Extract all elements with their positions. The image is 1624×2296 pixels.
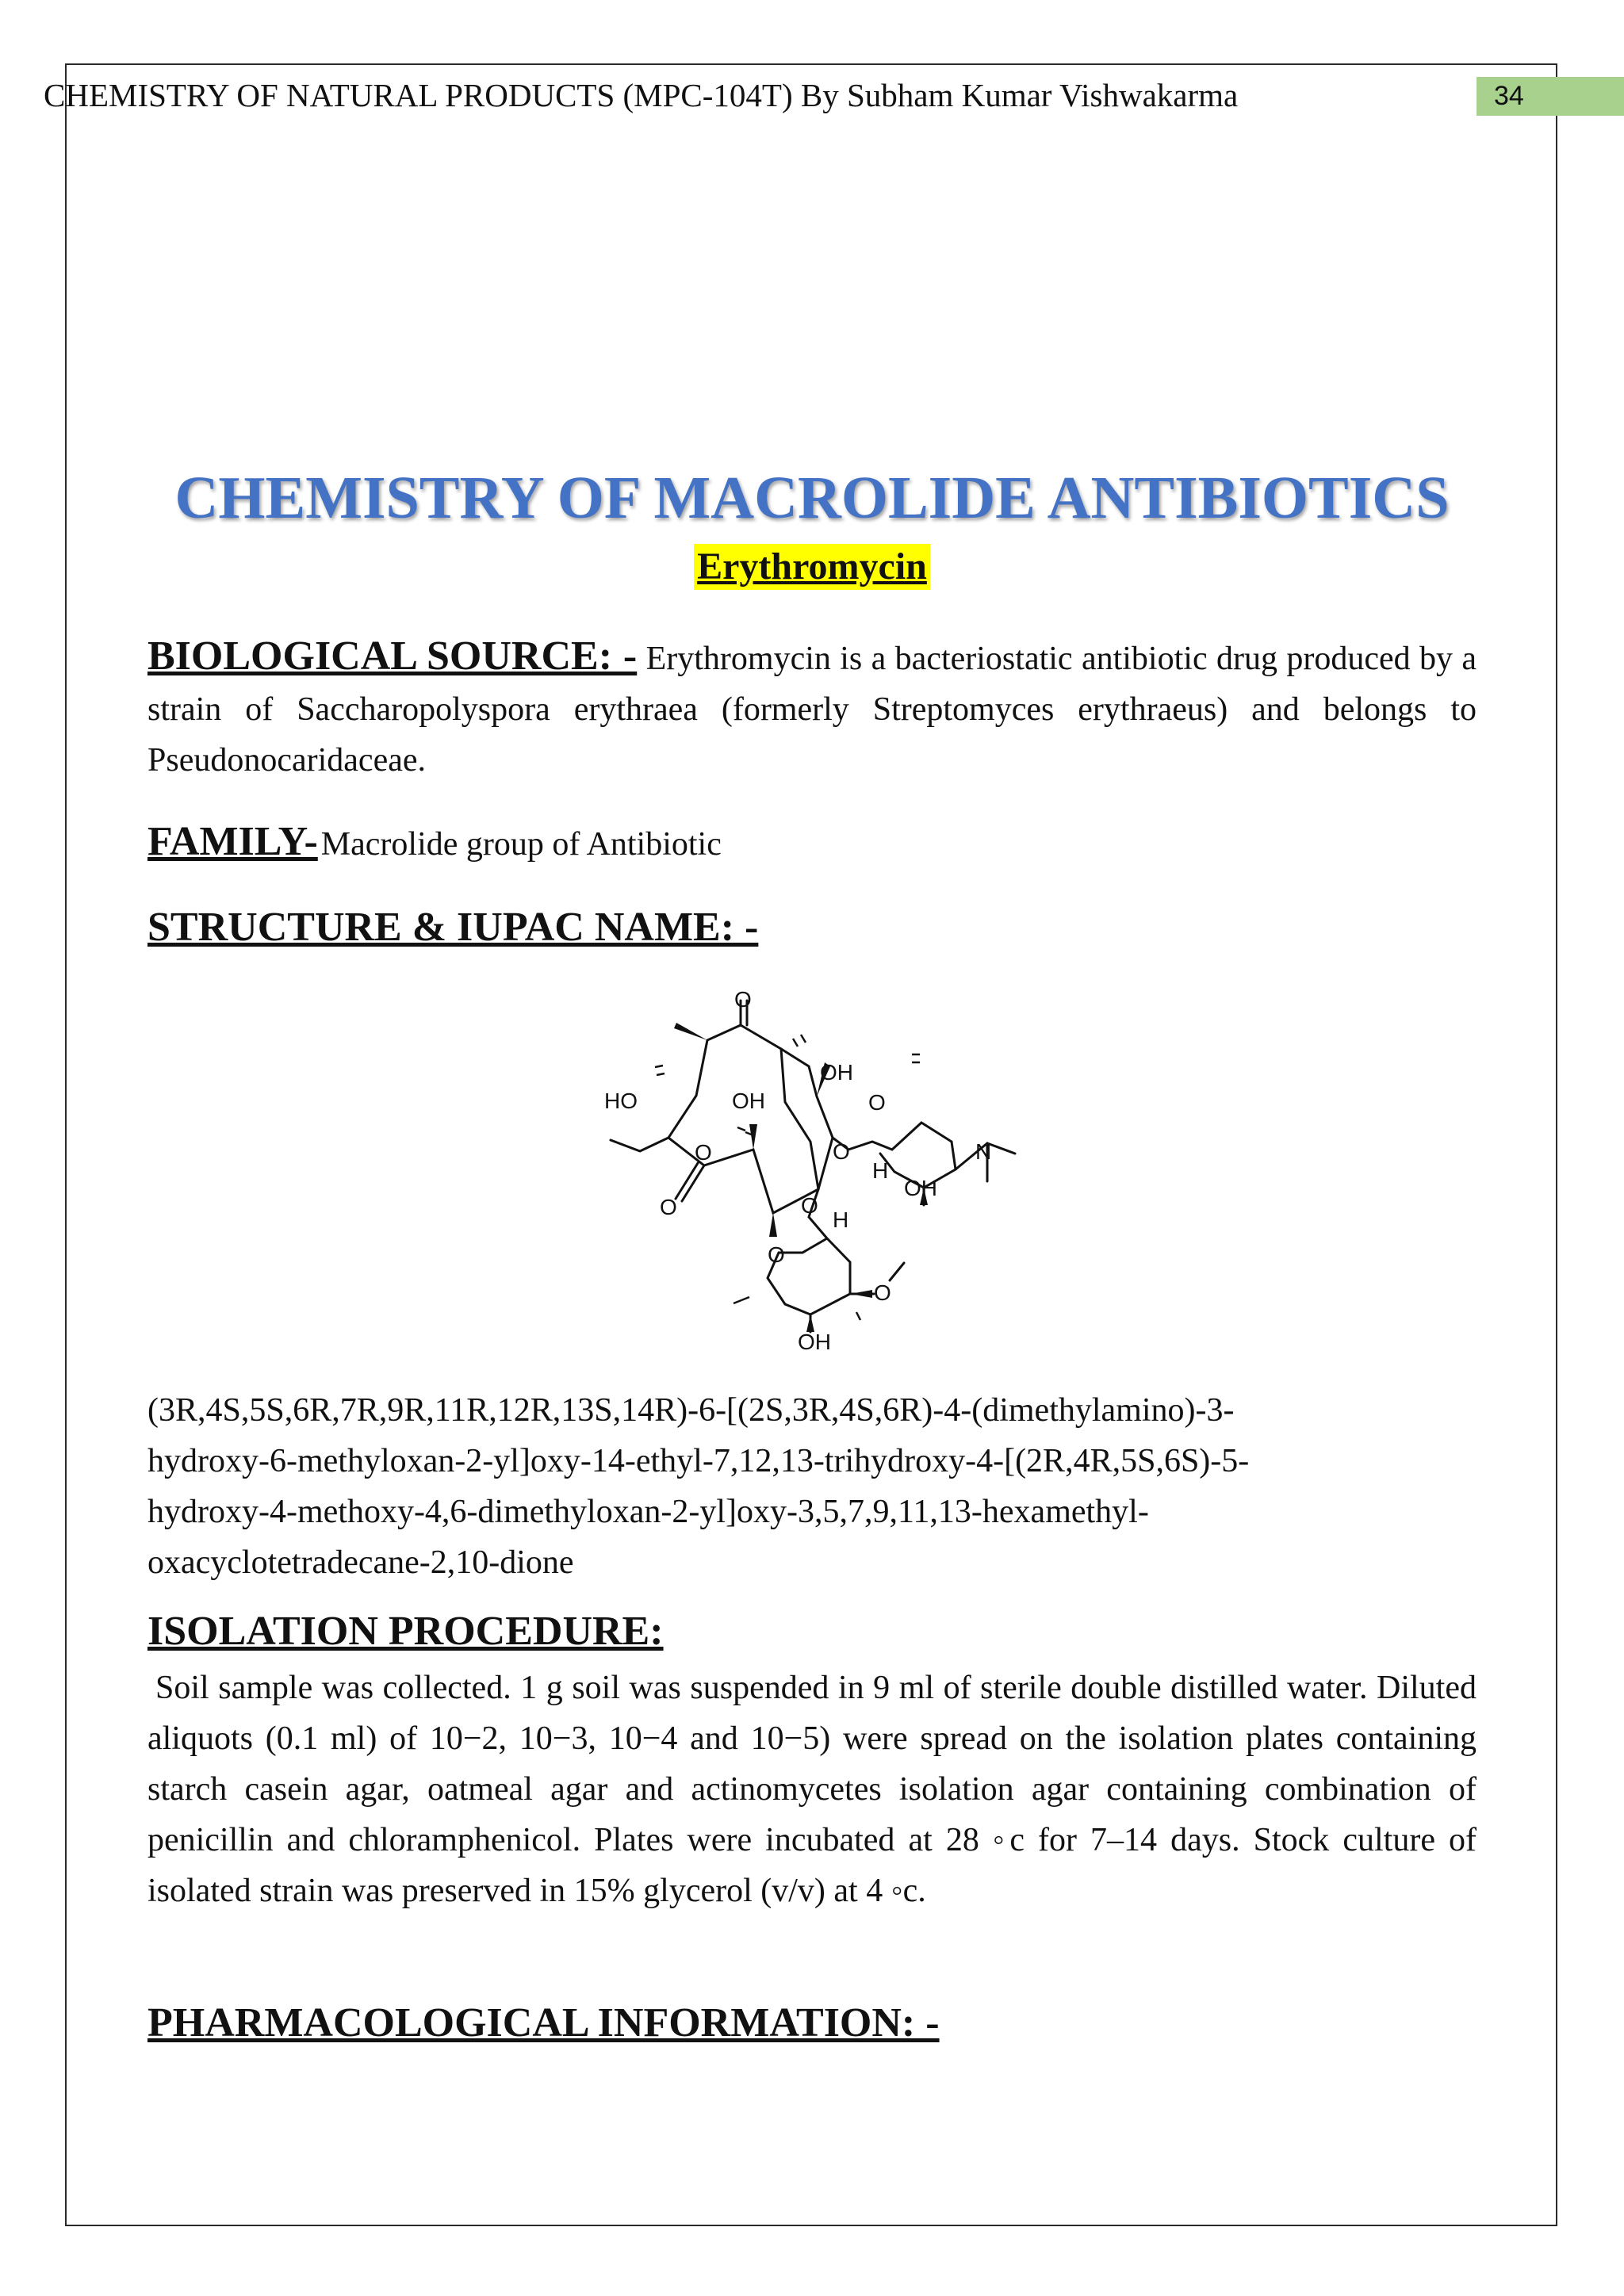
iupac-line: hydroxy-6-methyloxan-2-yl]oxy-14-ethyl-7,12,13-trihydroxy-4-[(2R,4R,5S,6S)-5- (147, 1443, 1250, 1479)
ring-o-cladinose-label: O (768, 1242, 785, 1267)
ring-o-desosamine-label: O (868, 1090, 886, 1115)
glycosidic-o2-label: O (801, 1193, 818, 1218)
oh-top-label: OH (820, 1060, 853, 1085)
family-section (147, 818, 1477, 865)
compound-name: Erythromycin (694, 544, 930, 590)
structure-heading: STRUCTURE & IUPAC NAME: - (147, 905, 759, 950)
isolation-heading: ISOLATION PROCEDURE: (147, 1609, 664, 1654)
running-header: CHEMISTRY OF NATURAL PRODUCTS (MPC-104T) By Subham Kumar Vishwakarma (44, 77, 1239, 113)
oh-mid-label: OH (732, 1089, 765, 1113)
glycosidic-o1-label: O (833, 1139, 850, 1164)
ketone-o-label: O (734, 987, 752, 1012)
structure-section (147, 904, 1477, 951)
biological-source-heading: BIOLOGICAL SOURCE: - (147, 633, 638, 679)
family-heading: FAMILY- (147, 819, 318, 864)
subtitle-wrapper (0, 544, 1624, 590)
family-text: Macrolide group of Antibiotic (320, 826, 722, 863)
erythromycin-structure (587, 975, 1047, 1356)
pharmacological-heading: PHARMACOLOGICAL INFORMATION: - (147, 2000, 940, 2045)
page-title: CHEMISTRY OF MACROLIDE ANTIBIOTICS (174, 465, 1450, 531)
iupac-name (147, 1385, 1477, 1588)
iupac-line: (3R,4S,5S,6R,7R,9R,11R,12R,13S,14R)-6-[(2S,3R,4S,6R)-4-(dimethylamino)-3- (147, 1392, 1235, 1429)
h2-label: H (833, 1207, 849, 1232)
ho-left-label: HO (604, 1089, 638, 1113)
biological-source-section (147, 631, 1477, 786)
iupac-line: hydroxy-4-methoxy-4,6-dimethyloxan-2-yl]oxy-3,5,7,9,11,13-hexamethyl- (147, 1494, 1149, 1530)
iupac-line: oxacyclotetradecane-2,10-dione (147, 1544, 574, 1581)
ring-o-lactone-label: O (695, 1140, 712, 1165)
oh-desosamine-label: OH (904, 1176, 937, 1200)
n-dimethyl-label: N (975, 1139, 992, 1164)
methoxy-o-label: O (874, 1280, 891, 1305)
isolation-text: Soil sample was collected. 1 g soil was suspended in 9 ml of sterile double distilled water. Diluted aliquots (0.1 ml) of 10−2, 10−3, 10−4 and 10−5) were spread on the isolation plates containing starch casein agar, oatmeal agar and actinomycetes isolation agar containing combination of penicillin and chloramphenicol. Plates were incubated at 28 ◦c for 7–14 days. Stock culture of isolated strain was preserved in 15% glycerol (v/v) at 4 ◦c. (147, 1670, 1477, 1909)
isolation-section (147, 1608, 1477, 1916)
biological-source-text: Erythromycin is a bacteriostatic antibiotic drug produced by a strain of Saccharopolyspora erythraea (formerly Streptomyces erythraeus) and belongs to Pseudonocaridaceae. (147, 641, 1477, 779)
page-number: 34 (1477, 77, 1624, 116)
carbonyl-o-label: O (660, 1195, 677, 1219)
oh-cladinose-label: OH (798, 1330, 831, 1354)
h1-label: H (872, 1158, 889, 1183)
pharmacological-section (147, 1999, 1477, 2046)
